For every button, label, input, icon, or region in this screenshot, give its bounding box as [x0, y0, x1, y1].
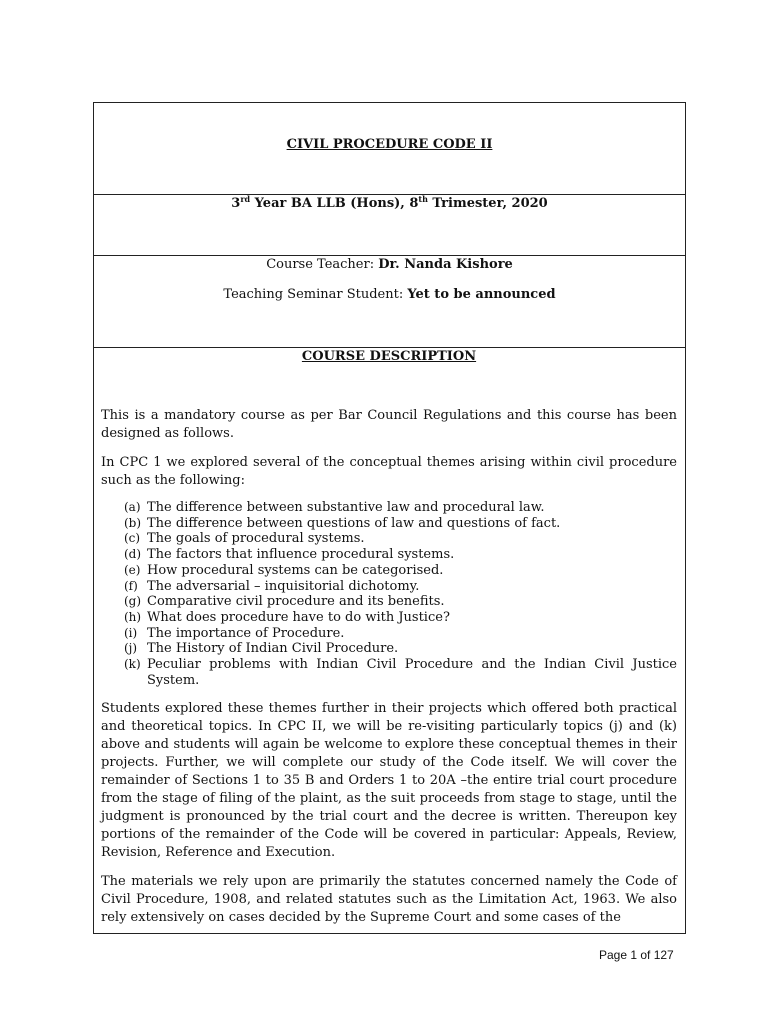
list-item [124, 547, 677, 563]
list-marker: (f) [124, 578, 138, 593]
teacher-label: Course Teacher: [266, 257, 379, 272]
list-text: Peculiar problems with Indian Civil Procedure and the Indian Civil Justice System. [147, 657, 677, 688]
list-text: The difference between questions of law and questions of fact. [147, 515, 561, 531]
list-item [124, 531, 677, 547]
list-marker: (k) [124, 657, 141, 672]
seminar-value: Yet to be announced [407, 287, 556, 302]
paragraph-3: Students explored these themes further in their projects which offered both practical and theoretical topics. In CPC II, we will be re-visiting particularly topics (j) and (k) above and students will again be welcome to explore these conceptual themes in their projects. Further, we will complete our study of the Code itself. We will cover the remainder of Sections 1 to 35 B and Orders 1 to 20A –the entire trial court procedure from the stage of filing of the plaint, as the suit proceeds from stage to stage, until the judgment is pronounced by the trial court and the decree is written. Thereupon key portions of the remainder of the Code will be covered in particular: Appeals, Review, Revision, Reference and Execution. [101, 701, 677, 861]
document-table [93, 102, 686, 934]
list-item [124, 594, 677, 610]
themes-list [101, 500, 677, 688]
list-text: The importance of Procedure. [147, 625, 345, 641]
teacher-row [94, 256, 685, 348]
list-marker: (e) [124, 562, 141, 577]
trimester-ord-sup: th [418, 194, 428, 204]
list-item [124, 626, 677, 642]
list-text: The factors that influence procedural systems. [147, 547, 455, 563]
list-marker: (j) [124, 641, 138, 656]
list-item [124, 610, 677, 626]
list-marker: (i) [124, 625, 138, 640]
list-item [124, 500, 677, 516]
year-line [94, 195, 685, 213]
course-description-heading: COURSE DESCRIPTION [301, 349, 477, 364]
year-row [94, 195, 685, 256]
list-item [124, 563, 677, 579]
page-number: Page 1 of 127 [599, 948, 674, 962]
list-marker: (h) [124, 609, 142, 624]
list-item [124, 579, 677, 595]
paragraph-4: The materials we rely upon are primarily the statutes concerned namely the Code of Civil Procedure, 1908, and related statutes such as the Limitation Act, 1963. We also rely extensively on cases decided by the Supreme Court and some cases of the [101, 874, 677, 926]
year-text-2: Trimester, 2020 [427, 196, 548, 211]
list-text: The goals of procedural systems. [147, 531, 365, 547]
list-marker: (c) [124, 531, 141, 546]
list-text: What does procedure have to do with Justice? [147, 609, 450, 625]
year-ord: 3 [231, 196, 241, 211]
list-marker: (b) [124, 515, 142, 530]
title-row [94, 103, 685, 195]
paragraph-2: In CPC 1 we explored several of the conceptual themes arising within civil procedure such as the following: [101, 455, 677, 488]
list-text: The History of Indian Civil Procedure. [147, 641, 399, 657]
year-text-1: Year BA LLB (Hons), 8 [250, 196, 419, 211]
list-marker: (d) [124, 547, 142, 562]
list-text: The adversarial – inquisitorial dichotomy. [147, 578, 420, 594]
seminar-label: Teaching Seminar Student: [223, 287, 408, 302]
course-teacher-line [94, 256, 685, 274]
list-text: Comparative civil procedure and its benefits. [147, 594, 445, 610]
year-ord-sup: rd [240, 194, 251, 204]
paragraph-1: This is a mandatory course as per Bar Council Regulations and this course has been designed as follows. [101, 408, 677, 441]
list-marker: (a) [124, 500, 141, 514]
list-item [124, 516, 677, 532]
list-item [124, 657, 677, 688]
course-title: CIVIL PROCEDURE CODE II [286, 137, 493, 152]
list-marker: (g) [124, 594, 142, 609]
list-text: The difference between substantive law and procedural law. [147, 500, 545, 515]
list-item [124, 641, 677, 657]
list-text: How procedural systems can be categorised. [147, 562, 444, 578]
description-row [94, 348, 685, 927]
seminar-student-line [94, 286, 685, 304]
teacher-name: Dr. Nanda Kishore [378, 257, 513, 272]
